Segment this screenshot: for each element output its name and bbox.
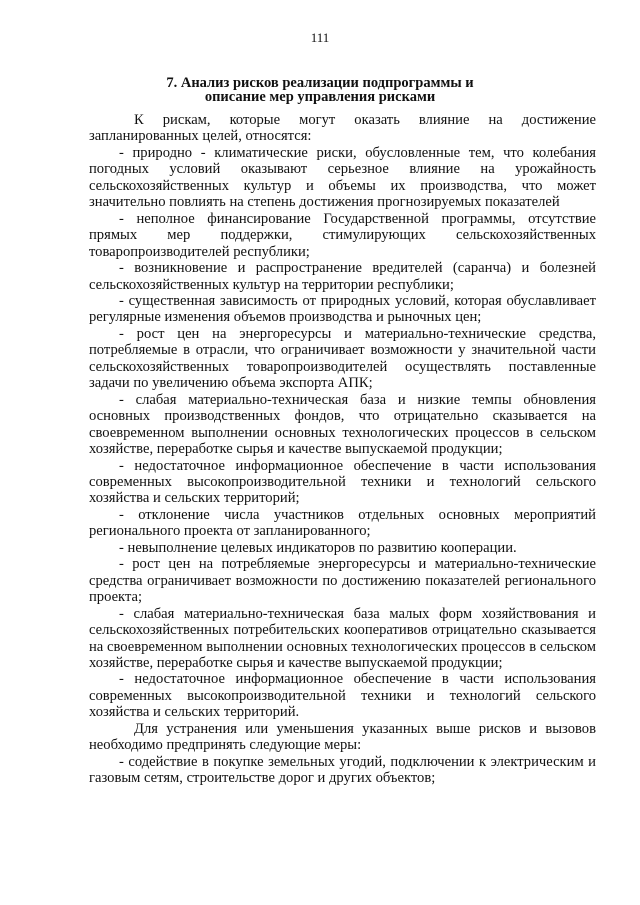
risk-item-information-2: - недостаточное информационное обеспечение в части использования современных высокопроизводительной техники и технологий сельского хозяйства и сельских территорий. [89,671,596,721]
risk-item-financing: - неполное финансирование Государственной программы, отсутствие прямых мер поддержки, стимулирующих сельскохозяйственных товаропроизводителей республики; [89,210,596,260]
section-heading-line-1: 7. Анализ рисков реализации подпрограммы и [166,75,474,91]
risk-item-participants: - отклонение числа участников отдельных основных мероприятий регионального проекта от запланированного; [89,506,596,540]
risk-item-cooperation: - невыполнение целевых индикаторов по развитию кооперации. [119,539,517,556]
risk-item-weak-base: - слабая материально-техническая база и низкие темпы обновления основных производственных фондов, что отрицательно сказывается на своевременном выполнении основных технологических процессов в сельском хозяйстве, переработке сырья и качестве выпускаемой продукции; [89,391,596,458]
body-text [89,112,596,787]
risk-item-pests: - возникновение и распространение вредителей (саранча) и болезней сельскохозяйственных культур на территории республики; [89,260,596,293]
page-number: 111 [310,30,330,45]
risk-item-small-farms: - слабая материально-техническая база малых форм хозяйствования и сельскохозяйственных потребительских кооперативов отрицательно сказывается на своевременном выполнении основных технологических процессов в сельском хозяйстве, переработке сырья и качестве выпускаемой продукции; [89,605,596,671]
risk-item-natural-dependence: - существенная зависимость от природных условий, которая обуславливает регулярные изменения объемов производства и рыночных цен; [89,292,596,326]
measures-intro-paragraph: Для устранения или уменьшения указанных выше рисков и вызовов необходимо предпринять следующие меры: [89,720,596,754]
risk-item-energy-prices: - рост цен на энергоресурсы и материально-технические средства, потребляемые в отрасли, что ограничивает возможности у значительной части сельскохозяйственных товаропроизводителей осуществлять поставленные задачи по увеличению объема экспорта АПК; [89,325,596,392]
intro-paragraph: К рискам, которые могут оказать влияние на достижение запланированных целей, относятся: [89,112,596,145]
risk-item-resource-prices: - рост цен на потребляемые энергоресурсы и материально-технические средства ограничивает возможности по достижению показателей регионального проекта; [89,556,596,606]
section-heading [90,76,550,104]
section-heading-line-2: описание мер управления рисками [204,89,436,105]
risk-item-climate: - природно - климатические риски, обусловленные тем, что колебания погодных условий оказывают серьезное влияние на урожайность сельскохозяйственных культур и объемы их производства, что может значительно повлиять на степень достижения прогнозируемых показателей [89,144,596,211]
measure-item-land-support: - содействие в покупке земельных угодий, подключении к электрическим и газовым сетям, строительстве дорог и других объектов; [89,753,596,787]
risk-item-information: - недостаточное информационное обеспечение в части использования современных высокопроизводительной техники и технологий сельского хозяйства и сельских территорий; [89,457,596,507]
